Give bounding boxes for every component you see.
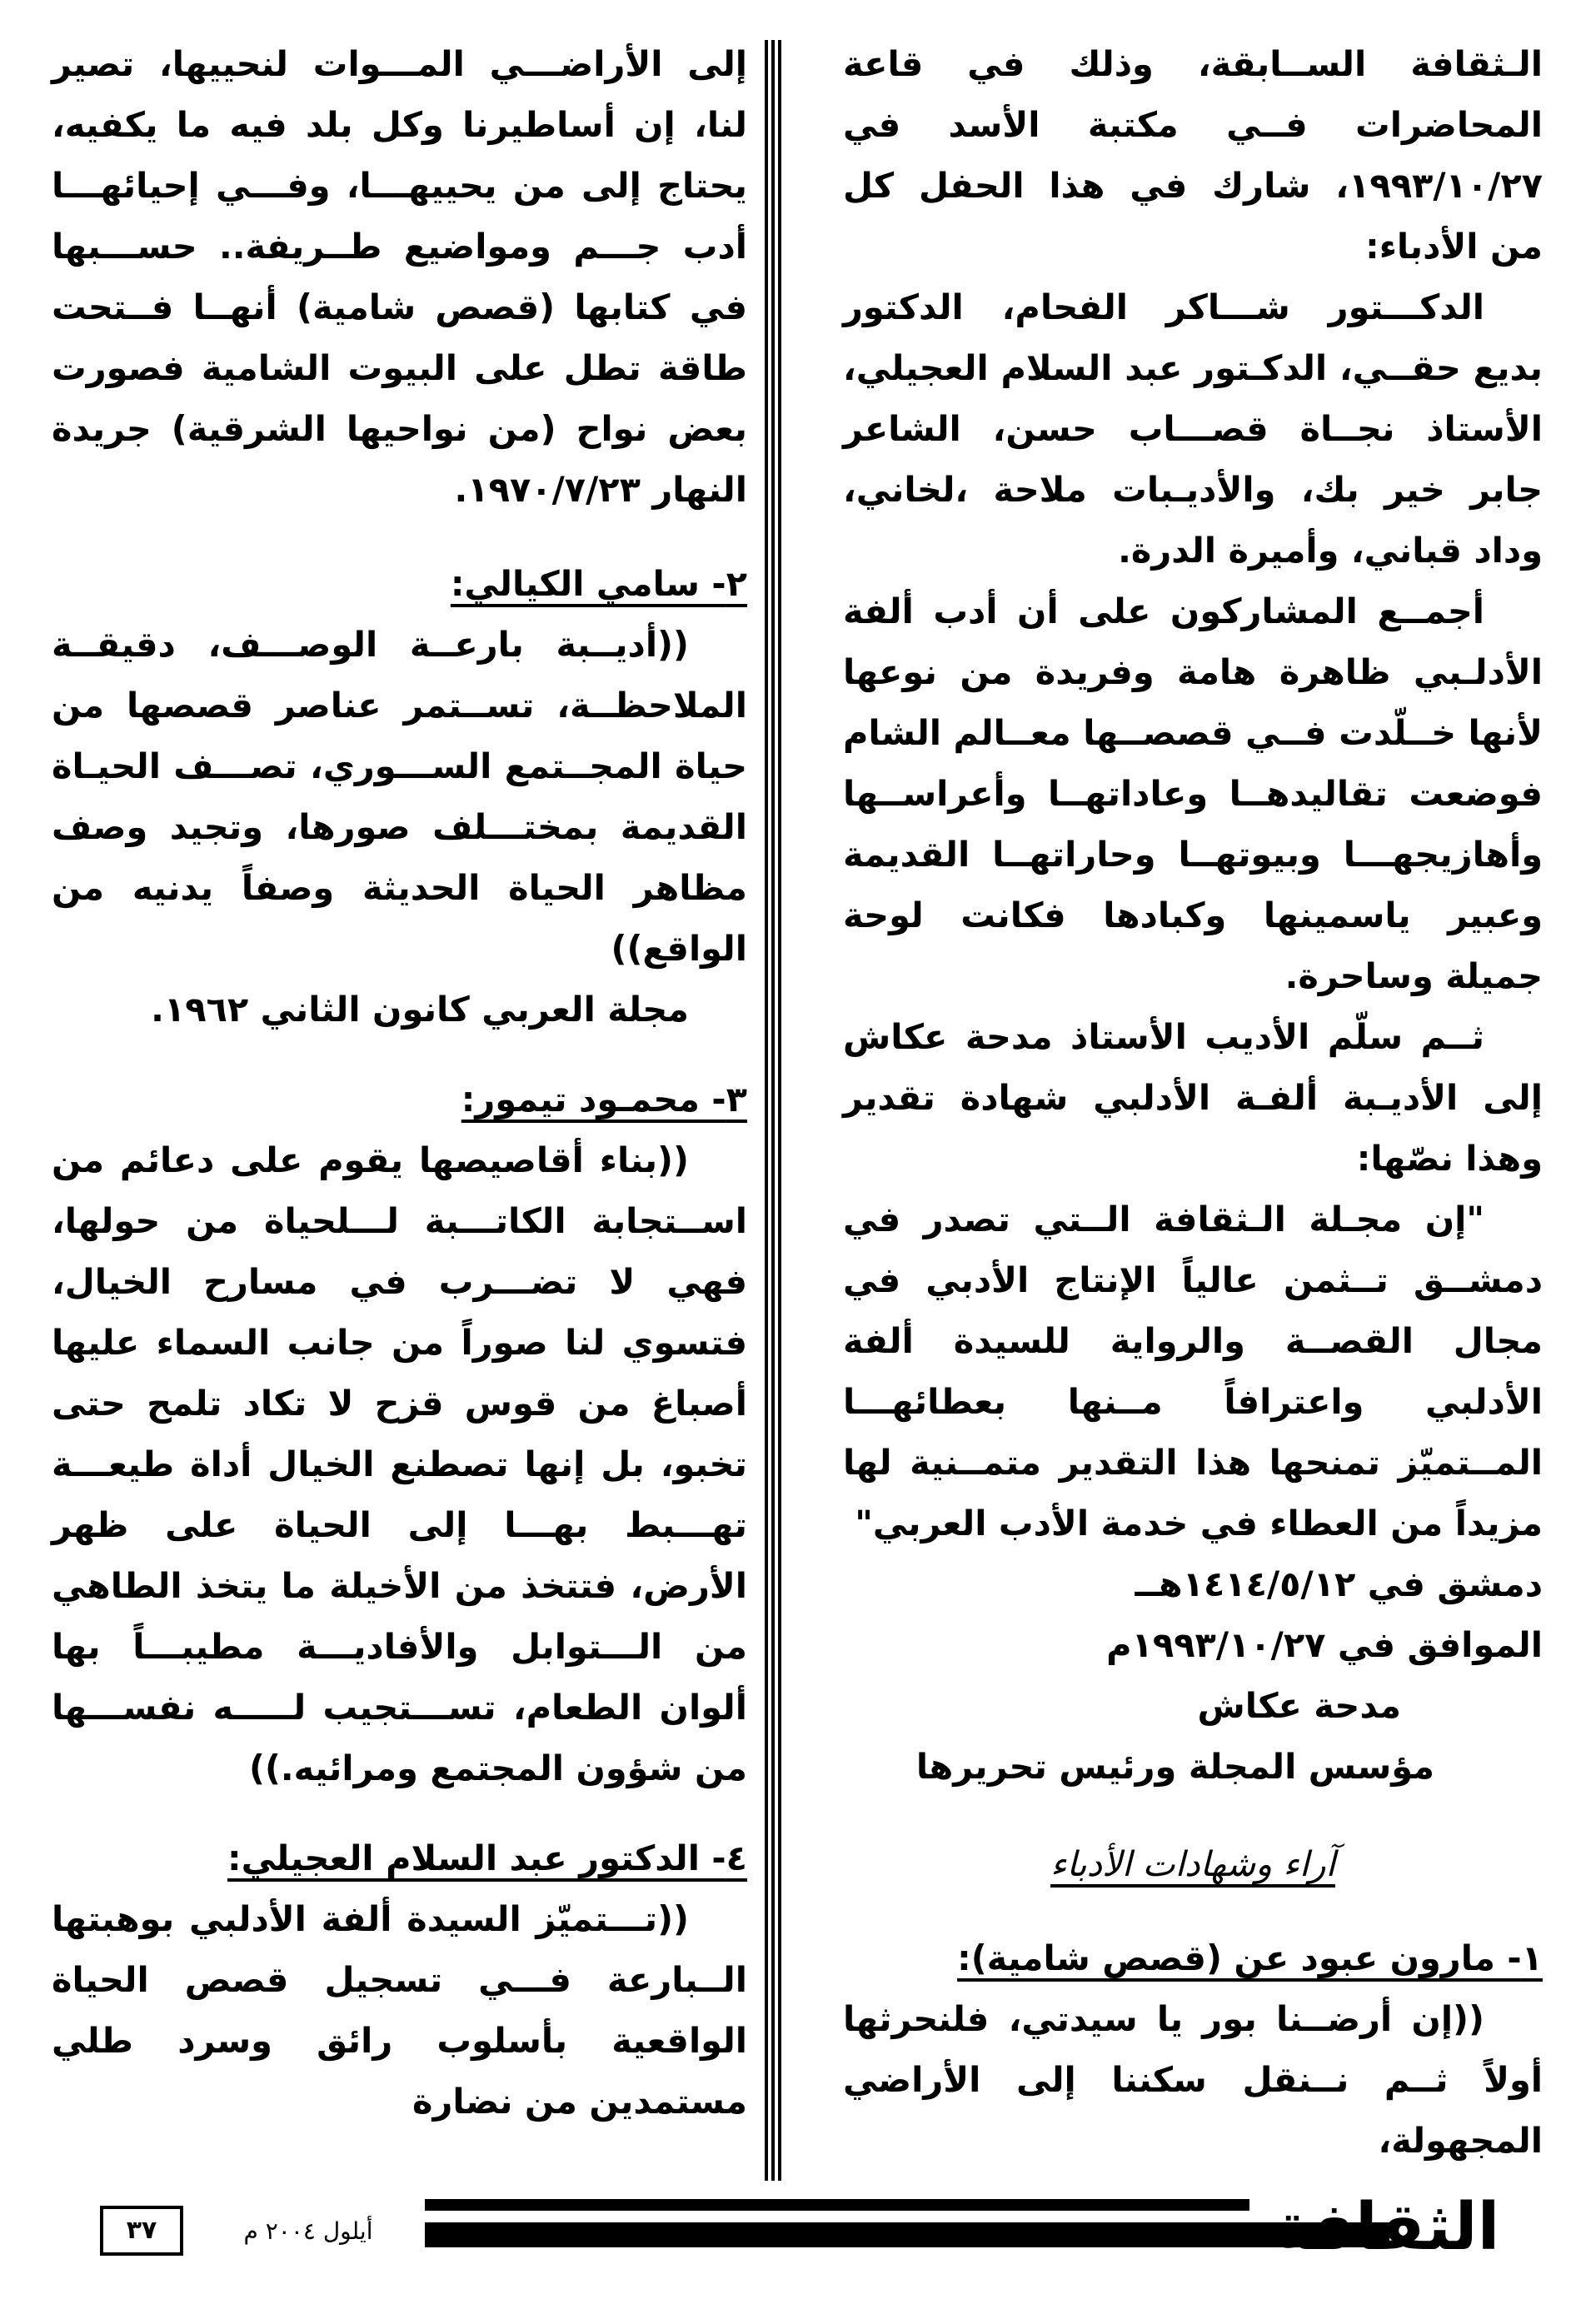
left-column: [52, 33, 747, 2132]
certificate-text: "إن مجـلة الـثقافة الــتي تصدر في دمشــق تــثمن عالياً الإنتاج الأدبي في مجال القصــة والرواية للسيدة ألفة الأدلبي واعترافاً مــنها بعطائهـــا المــتميّز تمنحها هذا التقدير متمــنية لها مزيداً من العطاء في خدمة الأدب العربي": [843, 1199, 1543, 1543]
magazine-logo: الثقافة: [1273, 2190, 1500, 2265]
testimony-heading: ١- مارون عبود عن (قصص شامية):: [957, 1937, 1543, 1978]
certificate-date-gregorian: الموافق في ١٩٩٣/١٠/٢٧م: [1106, 1624, 1543, 1665]
page-number: ٣٧: [100, 2206, 183, 2256]
testimony-text: ((إن أرضــنا بور يا سيدتي، فلنحرثها أولاً ثــم نــنقل سكننا إلى الأراضي المجهولة،: [843, 1998, 1543, 2161]
column-divider: [765, 40, 781, 2181]
signer-name: مدحة عكاش: [1197, 1685, 1401, 1726]
testimony-text: ((تـــتميّز السيدة ألفة الأدلبي بوهبتها الــبارعة فـــي تسجيل قصص الحياة الواقعية بأسلوب رائق وسرد طلي مستمدين من نضارة: [52, 1898, 747, 2122]
paragraph: أجمــع المشاركون على أن أدب ألفة الأدلـبي ظاهرة هامة وفريدة من نوعها لأنها خــلّدت فــي قصصــها معــالم الشام فوضعت تقاليدهــا وعاداتهــا وأعراســها وأهازيجهـــا وبيوتهــا وحاراتهــا القديمة وعبير ياسمينها وكبادها فكانت لوحة جميلة وساحرة.: [843, 591, 1543, 996]
issue-date: أيلول ٢٠٠٤ م: [243, 2217, 373, 2245]
paragraph: الدكـــتور شـــاكر الفحام، الدكتور بديع حقــي، الدكـتور عبد السلام العجيلي، الأستاذ نجــاة قصـــاب حسن، الشاعر جابر خير بك، والأديـبات ملاحة ،لخاني، وداد قباني، وأميرة الدرة.: [843, 287, 1543, 571]
testimony-heading: ٢- سامي الكيالي:: [450, 563, 747, 604]
testimony-heading: ٤- الدكتور عبد السلام العجيلي:: [227, 1838, 747, 1878]
testimony-text: ((بناء أقاصيصها يقوم على دعائم من اســتجابة الكاتـــبة لـــلحياة من حولها، فهي لا تضـــرب في مسارح الخيال، فتسوي لنا صوراً من جانب السماء عليها أصباغ من قوس قزح لا تكاد تلمح حتى تخبو، بل إنها تصطنع الخيال أداة طيعـــة تهـــبط بهـــا إلى الحياة على ظهر الأرض، فتتخذ من الأخيلة ما يتخذ الطاهي من الـــتوابل والأفاديـــة مطيبـــاً بها ألوان الطعام، تســـتجيب لـــــه نفســـها من شؤون المجتمع ومرائيه.)): [52, 1140, 747, 1788]
signer-title: مؤسس المجلة ورئيس تحريرها: [915, 1746, 1434, 1787]
footer-rule: [425, 2199, 1249, 2211]
certificate-date-hijri: دمشق في ١٤١٤/٥/١٢هــ: [1135, 1563, 1543, 1604]
right-column: [843, 33, 1543, 2171]
testimony-source: مجلة العربي كانون الثاني ١٩٦٢.: [151, 989, 689, 1030]
section-title: آراء وشهادات الأدباء: [1050, 1843, 1336, 1884]
page-footer: [0, 2191, 1596, 2274]
testimony-text: ((أديــبة بارعــة الوصـــف، دقيقــة الملاحظــة، تســتمر عناصر قصصها من حياة المجــتمع الســـوري، تصـــف الحيـاة القديمة بمختـــلف صورها، وتجيد وصف مظاهر الحياة الحديثة وصفاً يدنيه من الواقع)): [52, 624, 747, 969]
testimony-heading: ٣- محمـود تيمور:: [461, 1079, 747, 1120]
paragraph: ثــم سلّم الأديب الأستاذ مدحة عكاش إلى الأديـبة ألفـة الأدلبي شهادة تقدير وهذا نصّها:: [843, 1016, 1543, 1179]
testimony-text: إلى الأراضـــي المـــوات لنحييها، تصير لنا، إن أساطيرنا وكل بلد فيه ما يكفيه، يحتاج إلى من يحييهـــا، وفـــي إحيائهـــا أدب جـــم ومواضيع طــريفة.. حســـبها في كتابها (قصص شامية) أنهــا فــتحت طاقة تطل على البيوت الشامية فصورت بعض نواح (من نواحيها الشرقية) جريدة النهار ١٩٧٠/٧/٢٣.: [52, 43, 747, 510]
paragraph: الـثقافة الســابقة، وذلك في قاعة المحاضرات فــي مكتبة الأسد في ١٩٩٣/١٠/٢٧، شارك في هذا الحفل كل من الأدباء:: [843, 43, 1543, 267]
